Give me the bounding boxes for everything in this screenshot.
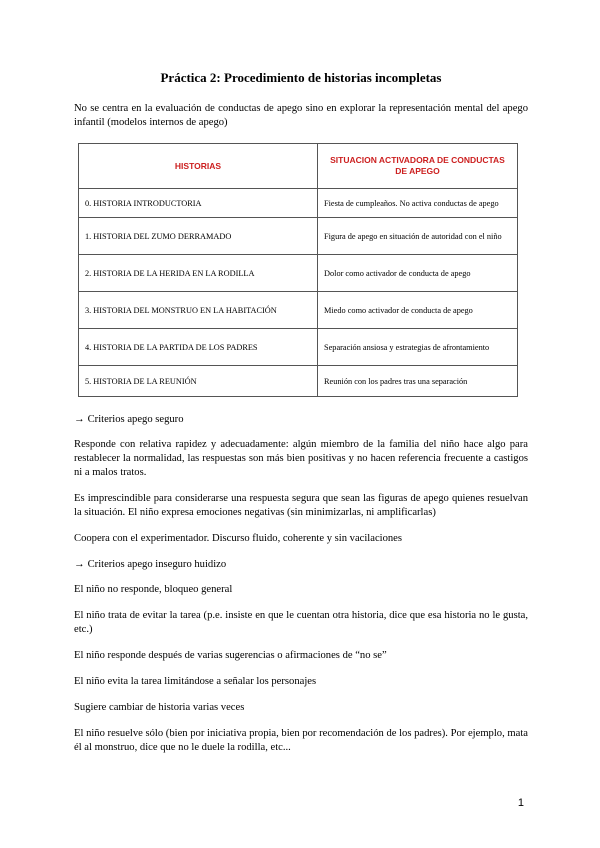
table-row	[79, 329, 518, 366]
table-row	[79, 218, 518, 255]
story-name: 2. HISTORIA DE LA HERIDA EN LA RODILLA	[79, 255, 318, 292]
arrow-right-icon: →	[74, 559, 85, 570]
header-situacion: SITUACION ACTIVADORA DE CONDUCTAS DE APEGO	[318, 144, 518, 189]
avoidant-paragraph: Sugiere cambiar de historia varias veces	[74, 702, 245, 713]
story-name: 1. HISTORIA DEL ZUMO DERRAMADO	[79, 218, 318, 255]
avoidant-heading	[74, 558, 528, 572]
avoidant-paragraph: El niño resuelve sólo (bien por iniciativa propia, bien por recomendación de los padres). Por ejemplo, mata él al monstruo, dice que no le duele la rodilla, etc...	[74, 728, 528, 753]
secure-paragraph: Es imprescindible para considerarse una respuesta segura que sean las figuras de apego quienes resuelvan la situación. El niño expresa emociones negativas (sin minimizarlas, ni amplificarlas)	[74, 493, 528, 518]
table-row	[79, 366, 518, 397]
avoidant-paragraph: El niño trata de evitar la tarea (p.e. insiste en que le cuentan otra historia, dice que esa historia no le gusta, etc.)	[74, 610, 528, 635]
story-situation: Miedo como activador de conducta de apego	[318, 292, 518, 329]
table-row	[79, 292, 518, 329]
secure-heading-text: Criterios apego seguro	[87, 414, 184, 425]
table-row	[79, 189, 518, 218]
avoidant-paragraph: El niño responde después de varias sugerencias o afirmaciones de “no se”	[74, 650, 387, 661]
table-header-row	[79, 144, 518, 189]
avoidant-paragraph: El niño evita la tarea limitándose a señalar los personajes	[74, 676, 317, 687]
arrow-right-icon: →	[74, 414, 85, 425]
story-situation: Figura de apego en situación de autoridad con el niño	[318, 218, 518, 255]
avoidant-heading-text: Criterios apego inseguro huidizo	[87, 559, 227, 570]
story-situation: Separación ansiosa y estrategias de afrontamiento	[318, 329, 518, 366]
story-situation: Fiesta de cumpleaños. No activa conductas de apego	[318, 189, 518, 218]
header-historias: HISTORIAS	[79, 144, 318, 189]
intro-paragraph: No se centra en la evaluación de conductas de apego sino en explorar la representación mental del apego infantil (modelos internos de apego)	[74, 103, 528, 128]
stories-table	[78, 143, 518, 397]
secure-heading	[74, 413, 528, 427]
document-page	[74, 70, 528, 767]
story-situation: Reunión con los padres tras una separación	[318, 366, 518, 397]
page-number: 1	[517, 797, 524, 809]
story-name: 0. HISTORIA INTRODUCTORIA	[79, 189, 318, 218]
story-name: 5. HISTORIA DE LA REUNIÓN	[79, 366, 318, 397]
secure-paragraph: Coopera con el experimentador. Discurso fluido, coherente y sin vacilaciones	[74, 533, 403, 544]
avoidant-paragraph: El niño no responde, bloqueo general	[74, 584, 233, 595]
story-name: 3. HISTORIA DEL MONSTRUO EN LA HABITACIÓN	[79, 292, 318, 329]
secure-paragraph: Responde con relativa rapidez y adecuadamente: algún miembro de la familia del niño hace algo para restablecer la normalidad, las respuestas son más bien positivas y no hacen referencia frecuente a castigos ni a malos tratos.	[74, 439, 528, 478]
table-row	[79, 255, 518, 292]
document-title: Práctica 2: Procedimiento de historias incompletas	[160, 70, 442, 85]
story-name: 4. HISTORIA DE LA PARTIDA DE LOS PADRES	[79, 329, 318, 366]
story-situation: Dolor como activador de conducta de apego	[318, 255, 518, 292]
